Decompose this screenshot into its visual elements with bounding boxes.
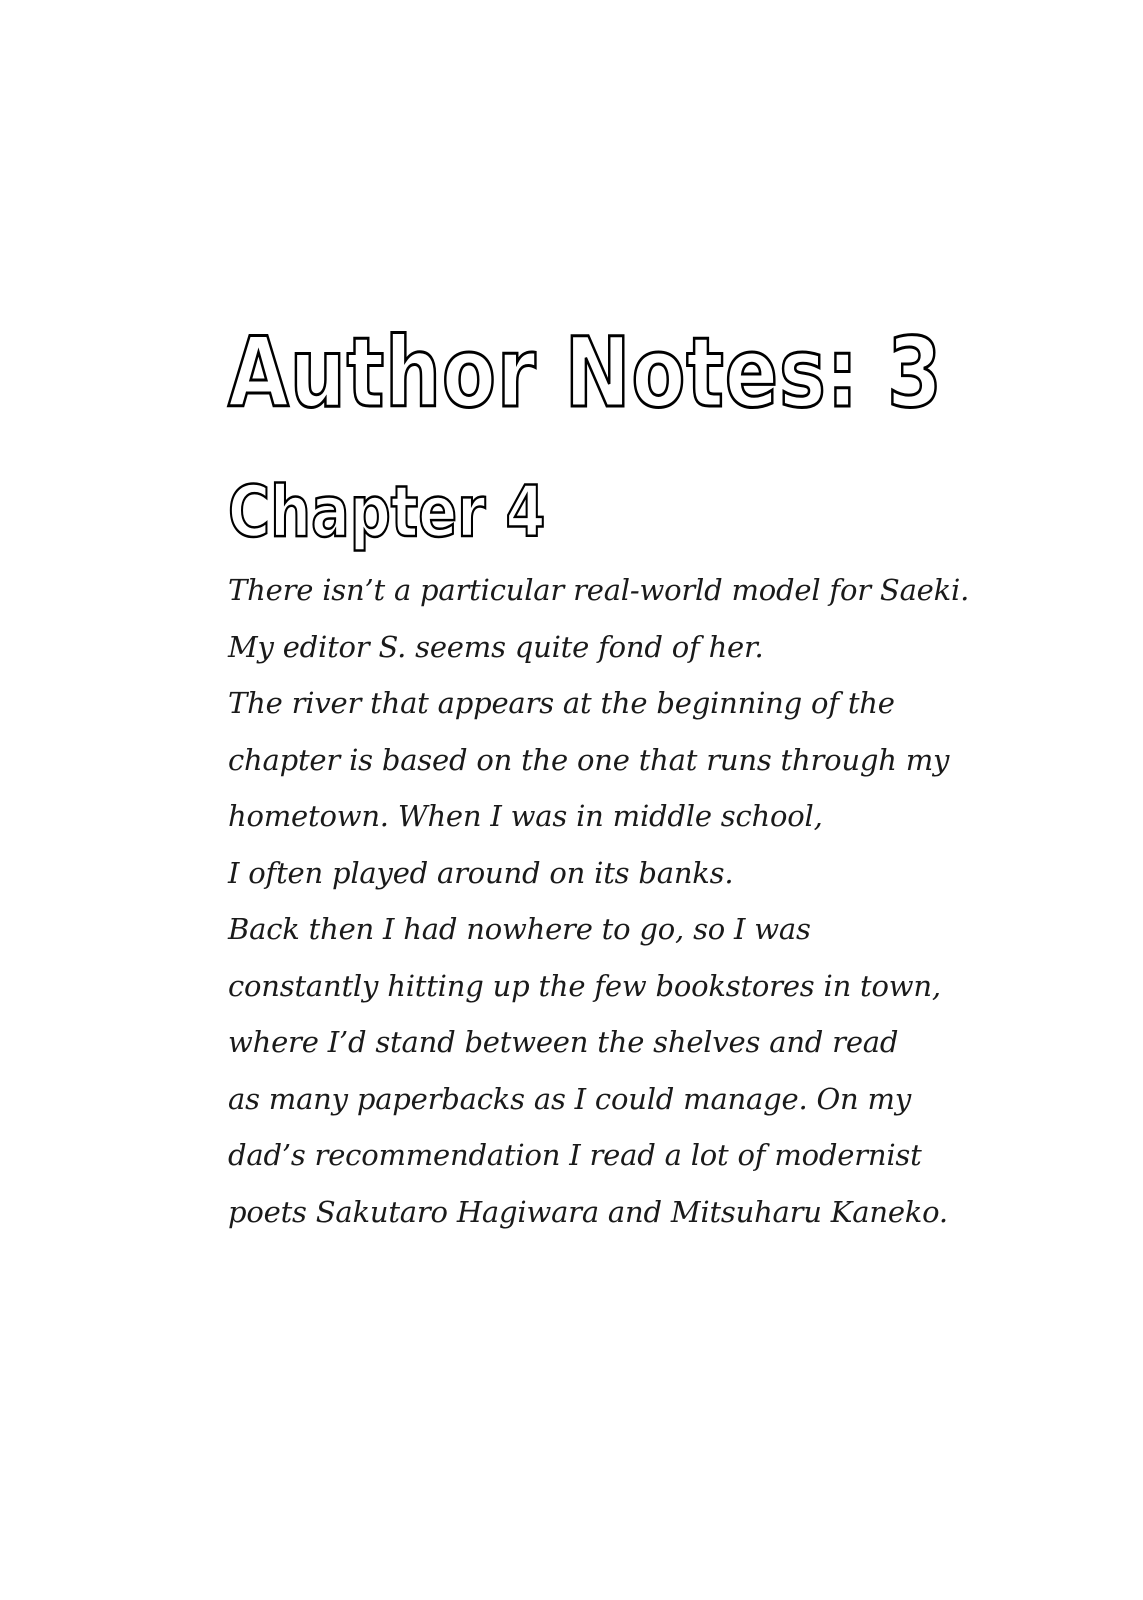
body-line: where I’d stand between the shelves and read: [228, 1025, 899, 1059]
body-line: as many paperbacks as I could manage. On my: [228, 1081, 912, 1116]
body-line: poets Sakutaro Hagiwara and Mitsuharu Kaneko.: [228, 1194, 948, 1229]
chapter-heading: Chapter 4: [228, 471, 546, 553]
body-line: I often played around on its banks.: [228, 855, 734, 890]
body-line: chapter is based on the one that runs through my: [228, 742, 950, 777]
body-line: Back then I had nowhere to go, so I was: [228, 912, 811, 946]
body-line: The river that appears at the beginning of the: [228, 686, 895, 720]
body-line: My editor S. seems quite fond of her.: [228, 629, 764, 664]
notes-body: [228, 562, 970, 1240]
page-title: Author Notes: 3: [228, 317, 943, 429]
body-line: hometown. When I was in middle school,: [228, 799, 823, 833]
body-line: dad’s recommendation I read a lot of modernist: [228, 1138, 922, 1172]
body-line: constantly hitting up the few bookstores in town,: [228, 968, 941, 1003]
body-line: There isn’t a particular real-world model for Saeki.: [228, 573, 970, 607]
